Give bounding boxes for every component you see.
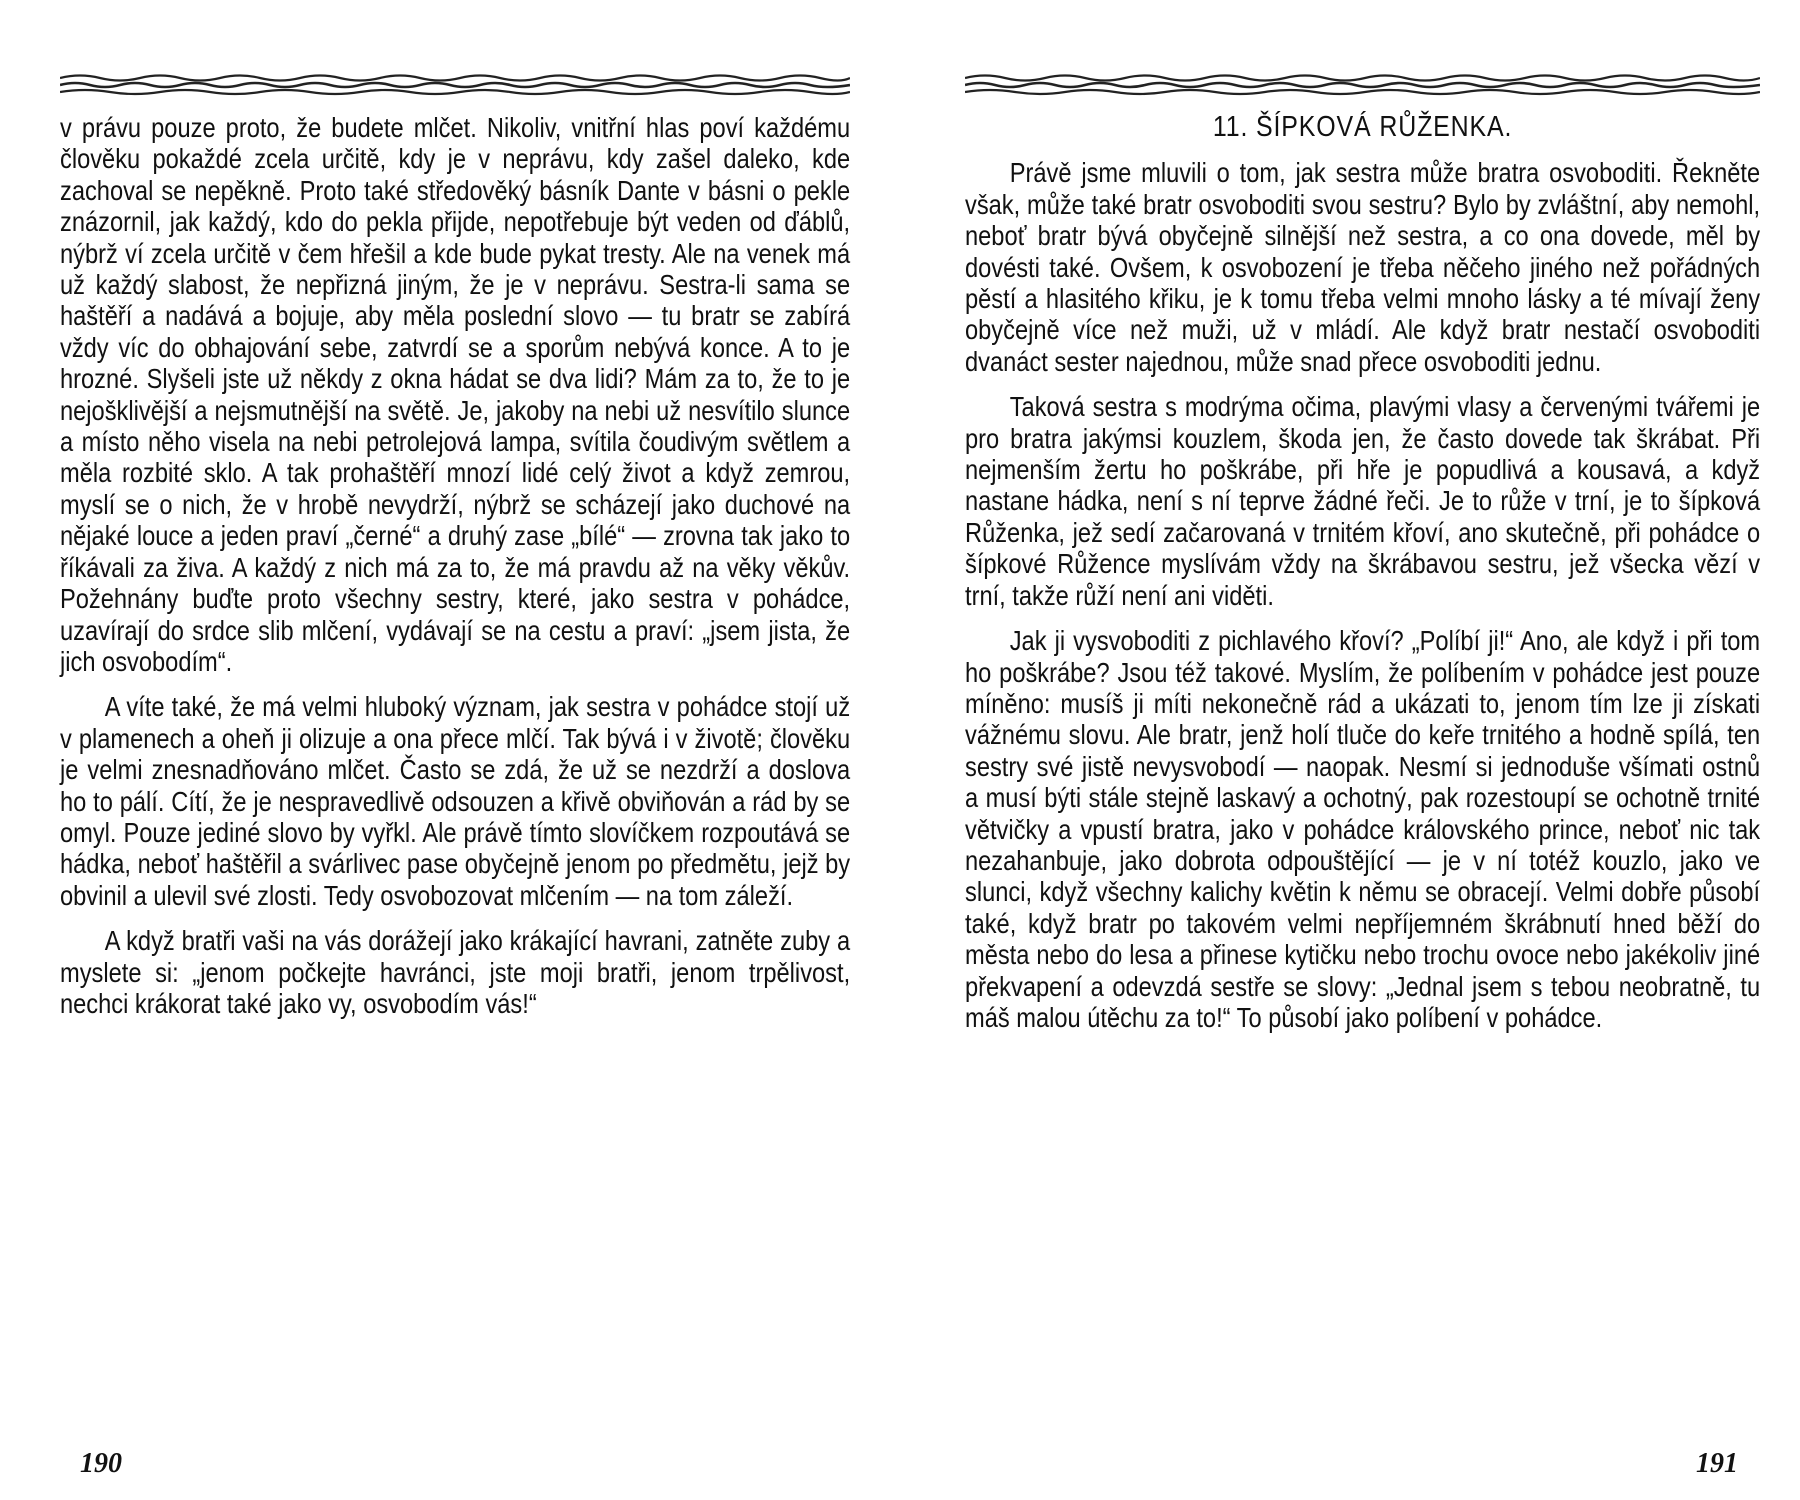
chapter-title: 11. ŠÍPKOVÁ RŮŽENKA. bbox=[1212, 111, 1513, 143]
page-number: 190 bbox=[80, 1448, 122, 1479]
paragraph: Jak ji vysvoboditi z pichlavého křoví? „Políbí ji!“ Ano, ale když i při tom ho poškrábe? Jsou též takové. Myslím, že políbením v pohádce jest pouze míněno: musíš ji míti nekonečně rád a ukázati to, jenom tím lze ji získati vážnému slovu. Ale bratr, jenž holí tluče do keře trnitého a hodně spílá, ten sestry své jistě nevysvobodí — naopak. Nesmí si jednoduše všímati ostnů a musí býti stále stejně laskavý a ochotný, pak rozestoupí se ochotně trnité větvičky a vpustí bratra, jako v pohádce královského prince, neboť nic tak nezahanbuje, jako dobrota odpouštějící — je v ní totéž kouzlo, jako ve slunci, když všechny kalichy květin k němu se obracejí. Velmi dobře působí také, když bratr po takovém velmi nepříjemném škrábnutí hned běží do města nebo do lesa a přinese kytičku nebo trochu ovoce nebo jakékoliv jiné překvapení a odevzdá sestře se slovy: „Jednal jsem s tebou neobratně, tu máš malou útěchu za to!“ To působí jako políbení v pohádce. bbox=[965, 625, 1761, 1033]
right-page-text bbox=[965, 112, 1760, 1047]
paragraph: Taková sestra s modrýma očima, plavými vlasy a červenými tvářemi je pro bratra jakýmsi kouzlem, škoda jen, že často dovede tak škrábat. Při nejmenším žertu ho poškrábe, při hře je popudlivá a kousavá, a když nastane hádka, není s ní teprve žádné řeči. Je to růže v trní, je to šípková Růženka, jež sedí začarovaná v trnitém křoví, ano skutečně, při pohádce o šípkové Růžence myslívám vždy na škrábavou sestru, jež všecka vězí v trní, takže růží není ani viděti. bbox=[965, 391, 1761, 611]
paragraph: Právě jsme mluvili o tom, jak sestra může bratra osvoboditi. Řekněte však, může také bratr osvoboditi svou sestru? Bylo by zvláštní, aby nemohl, neboť bratr bývá obyčejně silnější než sestra, a co ona dovede, měl by dovésti také. Ovšem, k osvobození je třeba něčeho jiného než pořádných pěstí a hlasitého křiku, je k tomu třeba velmi mnoho lásky a té mívají ženy obyčejně více než muži, už v mládí. Ale když bratr nestačí osvoboditi dvanáct sester najednou, může snad přece osvoboditi jednu. bbox=[965, 157, 1761, 377]
header-ornament bbox=[965, 70, 1760, 100]
header-ornament bbox=[60, 70, 850, 100]
paragraph: v právu pouze proto, že budete mlčet. Nikoliv, vnitřní hlas poví každému člověku pokaždé zcela určitě, kdy je v neprávu, kdy zašel daleko, kde zachoval se nepěkně. Proto také středověký básník Dante v básni o pekle znázornil, jak každý, kdo do pekla přijde, nepotřebuje být veden od ďáblů, nýbrž ví zcela určitě v čem hřešil a kde bude pykat tresty. Ale na venek má už každý slabost, že nepřizná jiným, že je v neprávu. Sestra-li sama se haštěří a nadává a bojuje, aby měla poslední slovo — tu bratr se zabírá vždy víc do obhajování sebe, zatvrdí se a sporům nebývá konce. A to je hrozné. Slyšeli jste už někdy z okna hádat se dva lidi? Mám za to, že to je nejošklivější a nejsmutnější na světě. Je, jakoby na nebi už nesvítilo slunce a místo něho visela na nebi petrolejová lampa, svítila čoudivým světlem a měla rozbité sklo. A tak prohaštěří mnozí lidé celý život a když zemrou, myslí se o nich, že v hrobě nevydrží, nýbrž se scházejí jako duchové na nějaké louce a jeden praví „černé“ a druhý zase „bílé“ — zrovna tak jako to říkávali za živa. A každý z nich má za to, že má pravdu až na věky věkův. Požehnány buďte proto všechny sestry, které, jako sestra v pohádce, uzavírají do srdce slib mlčení, vydávají se na cestu a praví: „jsem jista, že jich osvobodím“. bbox=[60, 112, 851, 677]
right-page bbox=[965, 0, 1760, 1500]
paragraph: A víte také, že má velmi hluboký význam, jak sestra v pohádce stojí už v plamenech a oheň ji olizuje a ona přece mlčí. Tak bývá i v životě; člověku je velmi znesnadňováno mlčet. Často se zdá, že už se nezdrží a doslova ho to pálí. Cítí, že je nespravedlivě odsouzen a křivě obviňován a rád by se omyl. Pouze jediné slovo by vyřkl. Ale právě tímto slovíčkem rozpoutává se hádka, neboť haštěřil a svárlivec pase obyčejně jenom po předmětu, jejž by obvinil a ulevil své zlosti. Tedy osvobozovat mlčením — na tom záleží. bbox=[60, 691, 851, 911]
paragraph: A když bratři vaši na vás dorážejí jako krákající havrani, zatněte zuby a myslete si: „jenom počkejte havránci, jste moji bratři, jenom trpělivost, nechci krákorat také jako vy, osvobodím vás!“ bbox=[60, 925, 851, 1019]
page-number: 191 bbox=[1696, 1448, 1738, 1479]
left-page-text bbox=[60, 112, 850, 1033]
left-page bbox=[60, 0, 850, 1500]
